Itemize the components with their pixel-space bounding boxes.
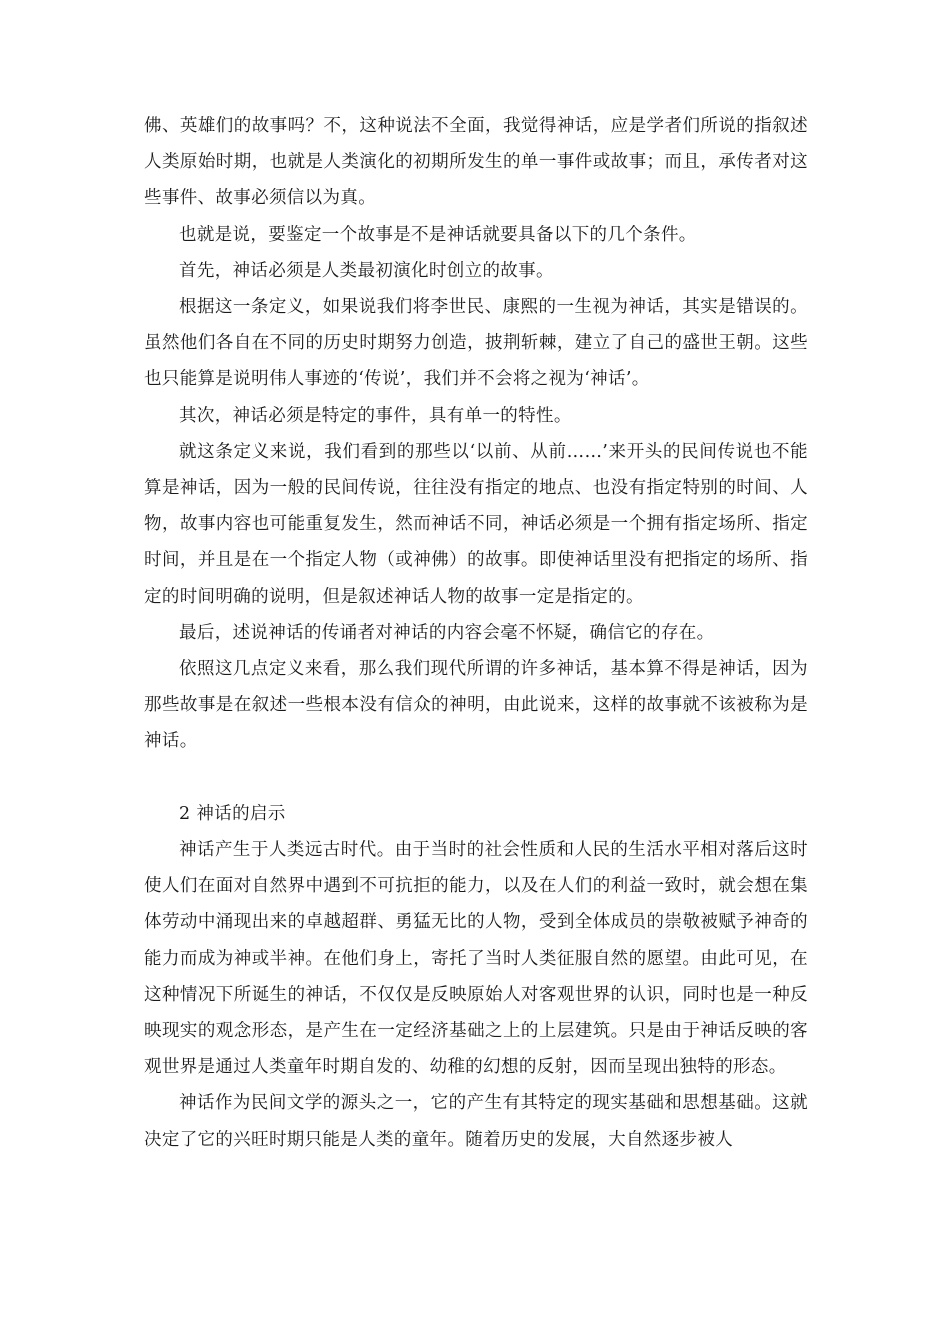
paragraph-first-condition-explanation: 根据这一条定义，如果说我们将李世民、康熙的一生视为神话，其实是错误的。虽然他们各自在不同的历史时期努力创造，披荆斩棘，建立了自己的盛世王朝。这些也只能算是说明伟人事迹的‘传说’，我们并不会将之视为‘神话’。	[144, 297, 808, 390]
section-heading: 2 神话的启示	[179, 803, 286, 824]
paragraph-second-condition: 其次，神话必须是特定的事件，具有单一的特性。	[179, 405, 572, 426]
paragraph-origin-of-myth: 神话产生于人类远古时代。由于当时的社会性质和人民的生活水平相对落后这时使人们在面对自然界中遇到不可抗拒的能力，以及在人们的利益一致时，就会想在集体劳动中涌现出来的卓越超群、勇猛无比的人物，受到全体成员的崇敬被赋予神奇的能力而成为神或半神。在他们身上，寄托了当时人类征服自然的愿望。由此可见，在这种情况下所诞生的神话，不仅仅是反映原始人对客观世界的认识，同时也是一种反映现实的观念形态，是产生在一定经济基础之上的上层建筑。只是由于神话反映的客观世界是通过人类童年时期自发的、幼稚的幻想的反射，因而呈现出独特的形态。	[144, 840, 808, 1078]
paragraph-continued: 佛、英雄们的故事吗？不，这种说法不全面，我觉得神话，应是学者们所说的指叙述人类原始时期，也就是人类演化的初期所发生的单一事件或故事；而且，承传者对这些事件、故事必须信以为真。	[144, 116, 808, 209]
paragraph-myth-as-folk-literature: 神话作为民间文学的源头之一，它的产生有其特定的现实基础和思想基础。这就决定了它的兴旺时期只能是人类的童年。随着历史的发展，大自然逐步被人	[144, 1093, 808, 1150]
paragraph-conditions-intro: 也就是说，要鉴定一个故事是不是神话就要具备以下的几个条件。	[179, 224, 697, 245]
blank-line	[144, 760, 808, 796]
paragraph-conclusion: 依照这几点定义来看，那么我们现代所谓的许多神话，基本算不得是神话，因为那些故事是在叙述一些根本没有信众的神明，由此说来，这样的故事就不该被称为是神话。	[144, 659, 808, 752]
document-body	[144, 108, 808, 1158]
paragraph-third-condition: 最后，述说神话的传诵者对神话的内容会毫不怀疑，确信它的存在。	[179, 622, 715, 643]
paragraph-first-condition: 首先，神话必须是人类最初演化时创立的故事。	[179, 260, 554, 281]
paragraph-second-condition-explanation: 就这条定义来说，我们看到的那些以‘以前、从前……’来开头的民间传说也不能算是神话，因为一般的民间传说，往往没有指定的地点、也没有指定特别的时间、人物，故事内容也可能重复发生，然而神话不同，神话必须是一个拥有指定场所、指定时间，并且是在一个指定人物（或神佛）的故事。即使神话里没有把指定的场所、指定的时间明确的说明，但是叙述神话人物的故事一定是指定的。	[144, 441, 808, 607]
